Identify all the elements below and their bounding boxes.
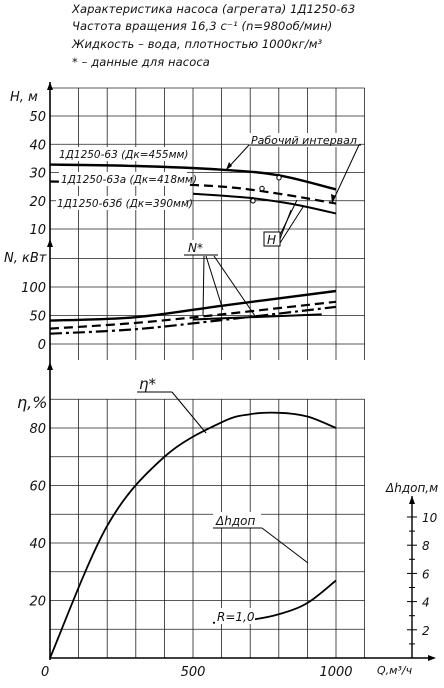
y-axis-title-efficiency: η,% xyxy=(17,393,48,412)
y-tick-label-npsh: 10 xyxy=(422,511,438,525)
labels-layer xyxy=(4,90,438,680)
operating-point-marker xyxy=(251,199,255,203)
y-tick-label-npsh: 8 xyxy=(422,539,430,554)
y-tick-label-head: 20 xyxy=(29,194,46,210)
operating-interval-label: Рабочий интервал xyxy=(251,134,357,147)
y-axis-title-head: Н, м xyxy=(10,90,38,105)
operating-point-marker xyxy=(277,176,281,180)
power-label-leader xyxy=(206,256,223,310)
chart-title-line3: Жидкость – вода, плотностью 1000кг/м³ xyxy=(72,37,323,51)
x-axis-title: Q,м³/ч xyxy=(377,664,413,677)
h-label: Н xyxy=(267,233,277,247)
operating-interval-arrow xyxy=(226,162,232,170)
y-tick-label-efficiency: 40 xyxy=(29,537,46,552)
y-axis-arrow xyxy=(47,239,53,247)
y-tick-label-npsh: 4 xyxy=(422,595,430,610)
y-tick-label-head: 10 xyxy=(29,223,46,238)
x-axis-arrow xyxy=(428,655,436,661)
y-axis-arrow xyxy=(47,82,53,90)
y-tick-label-npsh: 6 xyxy=(422,567,430,582)
npsh-axis-arrow xyxy=(409,496,415,504)
operating-point-marker xyxy=(260,186,264,190)
chart-title-line2: Частота вращения 16,3 с⁻¹ (n=980об/мин) xyxy=(72,19,333,33)
y-tick-label-npsh: 2 xyxy=(422,623,430,638)
series-label-418: 1Д1250-63а (Дк=418мм) xyxy=(61,174,197,186)
head-series-2 xyxy=(193,194,336,214)
power-curve-label: N* xyxy=(188,241,203,255)
y-tick-label-head: 40 xyxy=(29,138,46,154)
series-label-390: 1Д1250-63б (Дк=390мм) xyxy=(57,198,193,210)
chart-title-line4: * – данные для насоса xyxy=(72,55,210,69)
y-tick-label-efficiency: 80 xyxy=(29,422,46,437)
x-tick-label: 500 xyxy=(180,665,206,680)
y-tick-label-head: 50 xyxy=(29,110,46,125)
axes-layer xyxy=(47,82,439,661)
y-tick-label-power: 50 xyxy=(29,309,46,325)
y-axis-arrow xyxy=(47,362,53,370)
chart-title-line1: Характеристика насоса (агрегата) 1Д1250-63 xyxy=(72,2,356,16)
y-tick-label-efficiency: 20 xyxy=(29,594,46,610)
efficiency-curve-label: η* xyxy=(139,375,157,393)
y-tick-label-head: 30 xyxy=(29,166,46,182)
npsh-label-leader xyxy=(262,528,308,563)
y-axis-title-power: N, кВт xyxy=(4,251,47,266)
efficiency-label-leader xyxy=(172,392,206,433)
y-tick-label-power: 0 xyxy=(37,338,46,353)
npsh-curve-label: Δhдоп xyxy=(216,514,256,528)
r-value-label: R=1,0 xyxy=(217,610,255,624)
y-tick-label-efficiency: 60 xyxy=(29,479,46,495)
series-label-455: 1Д1250-63 (Дк=455мм) xyxy=(59,149,189,161)
power-label-leader xyxy=(203,256,204,315)
x-tick-label: 1000 xyxy=(319,665,353,680)
y-tick-label-power: 100 xyxy=(21,281,46,296)
x-tick-label: 0 xyxy=(41,665,50,680)
y-axis-title-npsh: Δhдоп,м xyxy=(386,481,439,495)
